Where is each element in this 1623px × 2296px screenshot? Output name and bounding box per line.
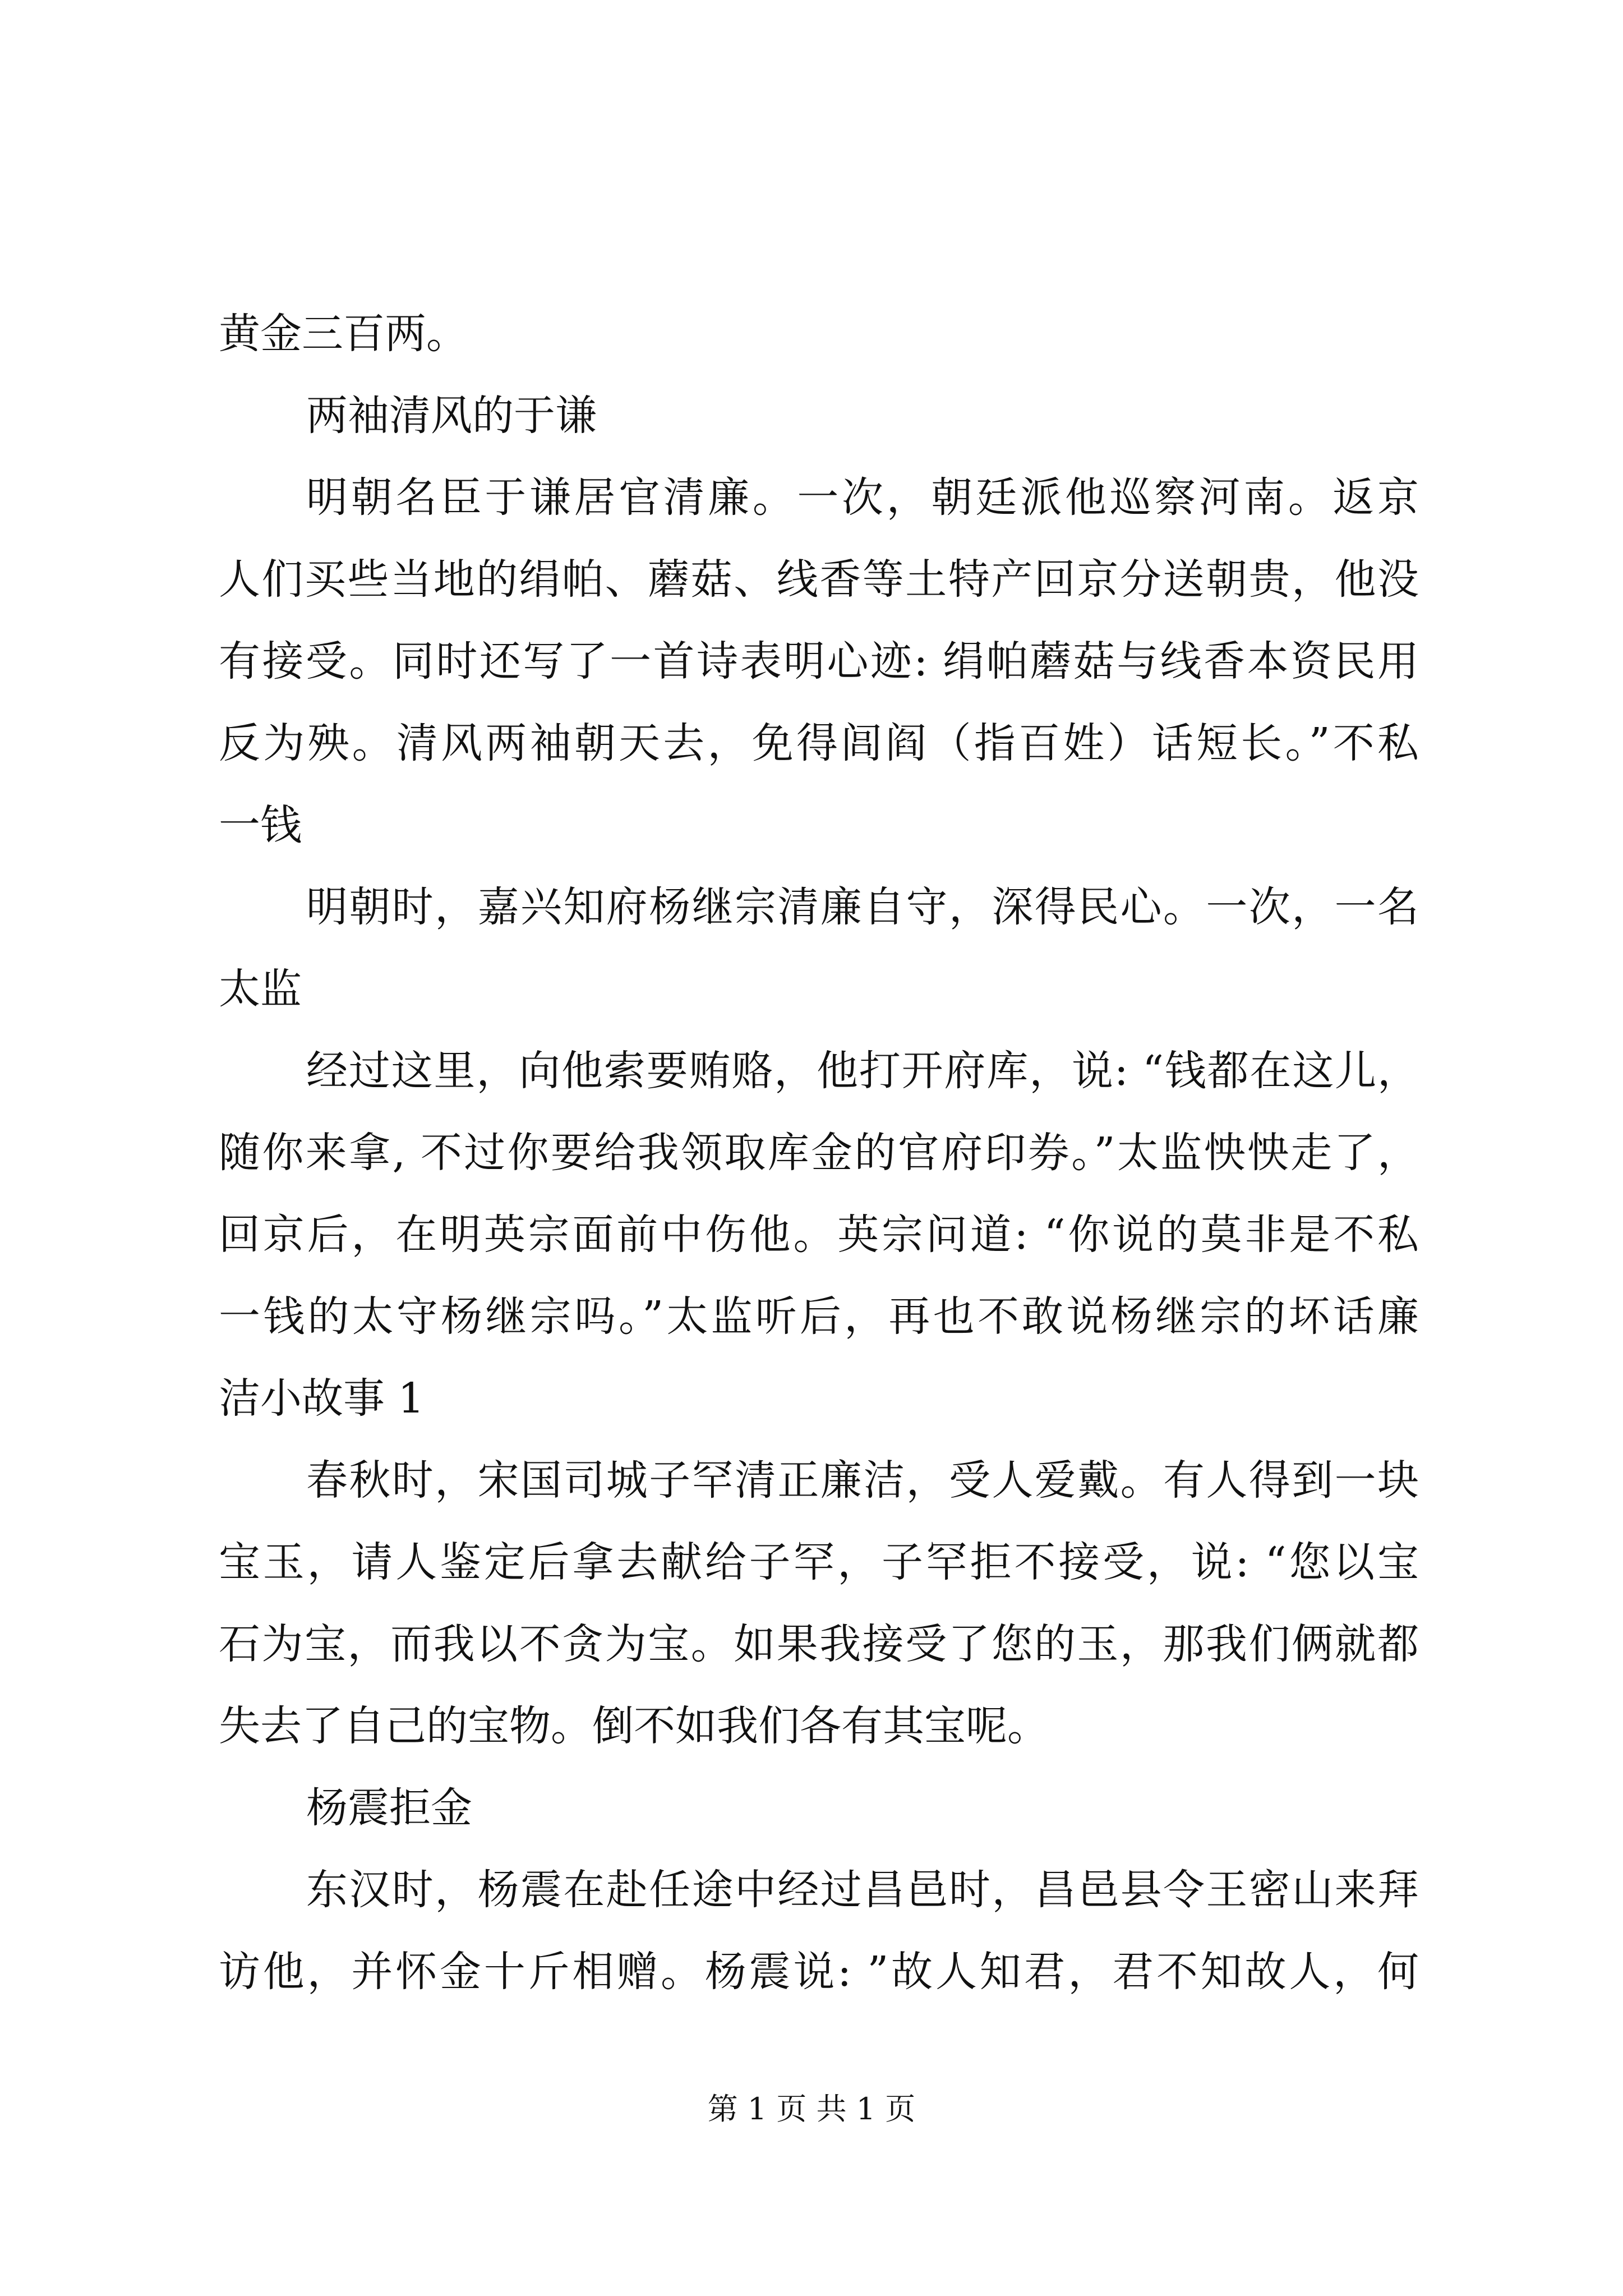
text-line: 访他，并怀金十斤相赠。杨震说: ”故人知君，君不知故人，何 [219,1948,1419,1996]
text-line: 经过这里，向他索要贿赂，他打开府库，说: “钱都在这儿， [306,1047,1419,1095]
heading-yang-zhen: 杨震拒金 [306,1784,472,1832]
text-line: 宝玉，请人鉴定后拿去献给子罕，子罕拒不接受，说: “您以宝 [219,1538,1419,1586]
text-line: 洁小故事 1 [219,1374,425,1423]
text-line: 回京后，在明英宗面前中伤他。英宗问道: “你说的莫非是不私 [219,1211,1419,1259]
text-line: 明朝时，嘉兴知府杨继宗清廉自守，深得民心。一次，一名 [306,883,1419,931]
text-line: 明朝名臣于谦居官清廉。一次，朝廷派他巡察河南。返京 [306,473,1419,522]
document-body [219,293,1419,2013]
text-line: 太监 [219,965,302,1013]
text-line: 一钱 [219,801,302,849]
text-line: 黄金三百两。 [219,310,468,358]
heading-yu-qian: 两袖清风的于谦 [306,392,597,440]
text-line: 春秋时，宋国司城子罕清正廉洁，受人爱戴。有人得到一块 [306,1456,1419,1504]
text-line: 人们买些当地的绢帕、蘑菇、线香等土特产回京分送朝贵，他没 [219,555,1419,604]
text-line: 失去了自己的宝物。倒不如我们各有其宝呢。 [219,1702,1049,1750]
page-footer: 第 1 页 共 1 页 [707,2091,916,2127]
text-line: 反为殃。清风两袖朝天去，免得闾阎（指百姓）话短长。”不私 [219,719,1419,767]
text-line: 东汉时，杨震在赴任途中经过昌邑时，昌邑县令王密山来拜 [306,1866,1419,1914]
text-line: 随你来拿, 不过你要给我领取库金的官府印券。”太监怏怏走了， [219,1129,1419,1177]
text-line: 石为宝，而我以不贪为宝。如果我接受了您的玉，那我们俩就都 [219,1620,1419,1668]
text-line: 有接受。同时还写了一首诗表明心迹: 绢帕蘑菇与线香本资民用 [219,637,1419,685]
text-line: 一钱的太守杨继宗吗。”太监听后，再也不敢说杨继宗的坏话廉 [219,1292,1419,1341]
